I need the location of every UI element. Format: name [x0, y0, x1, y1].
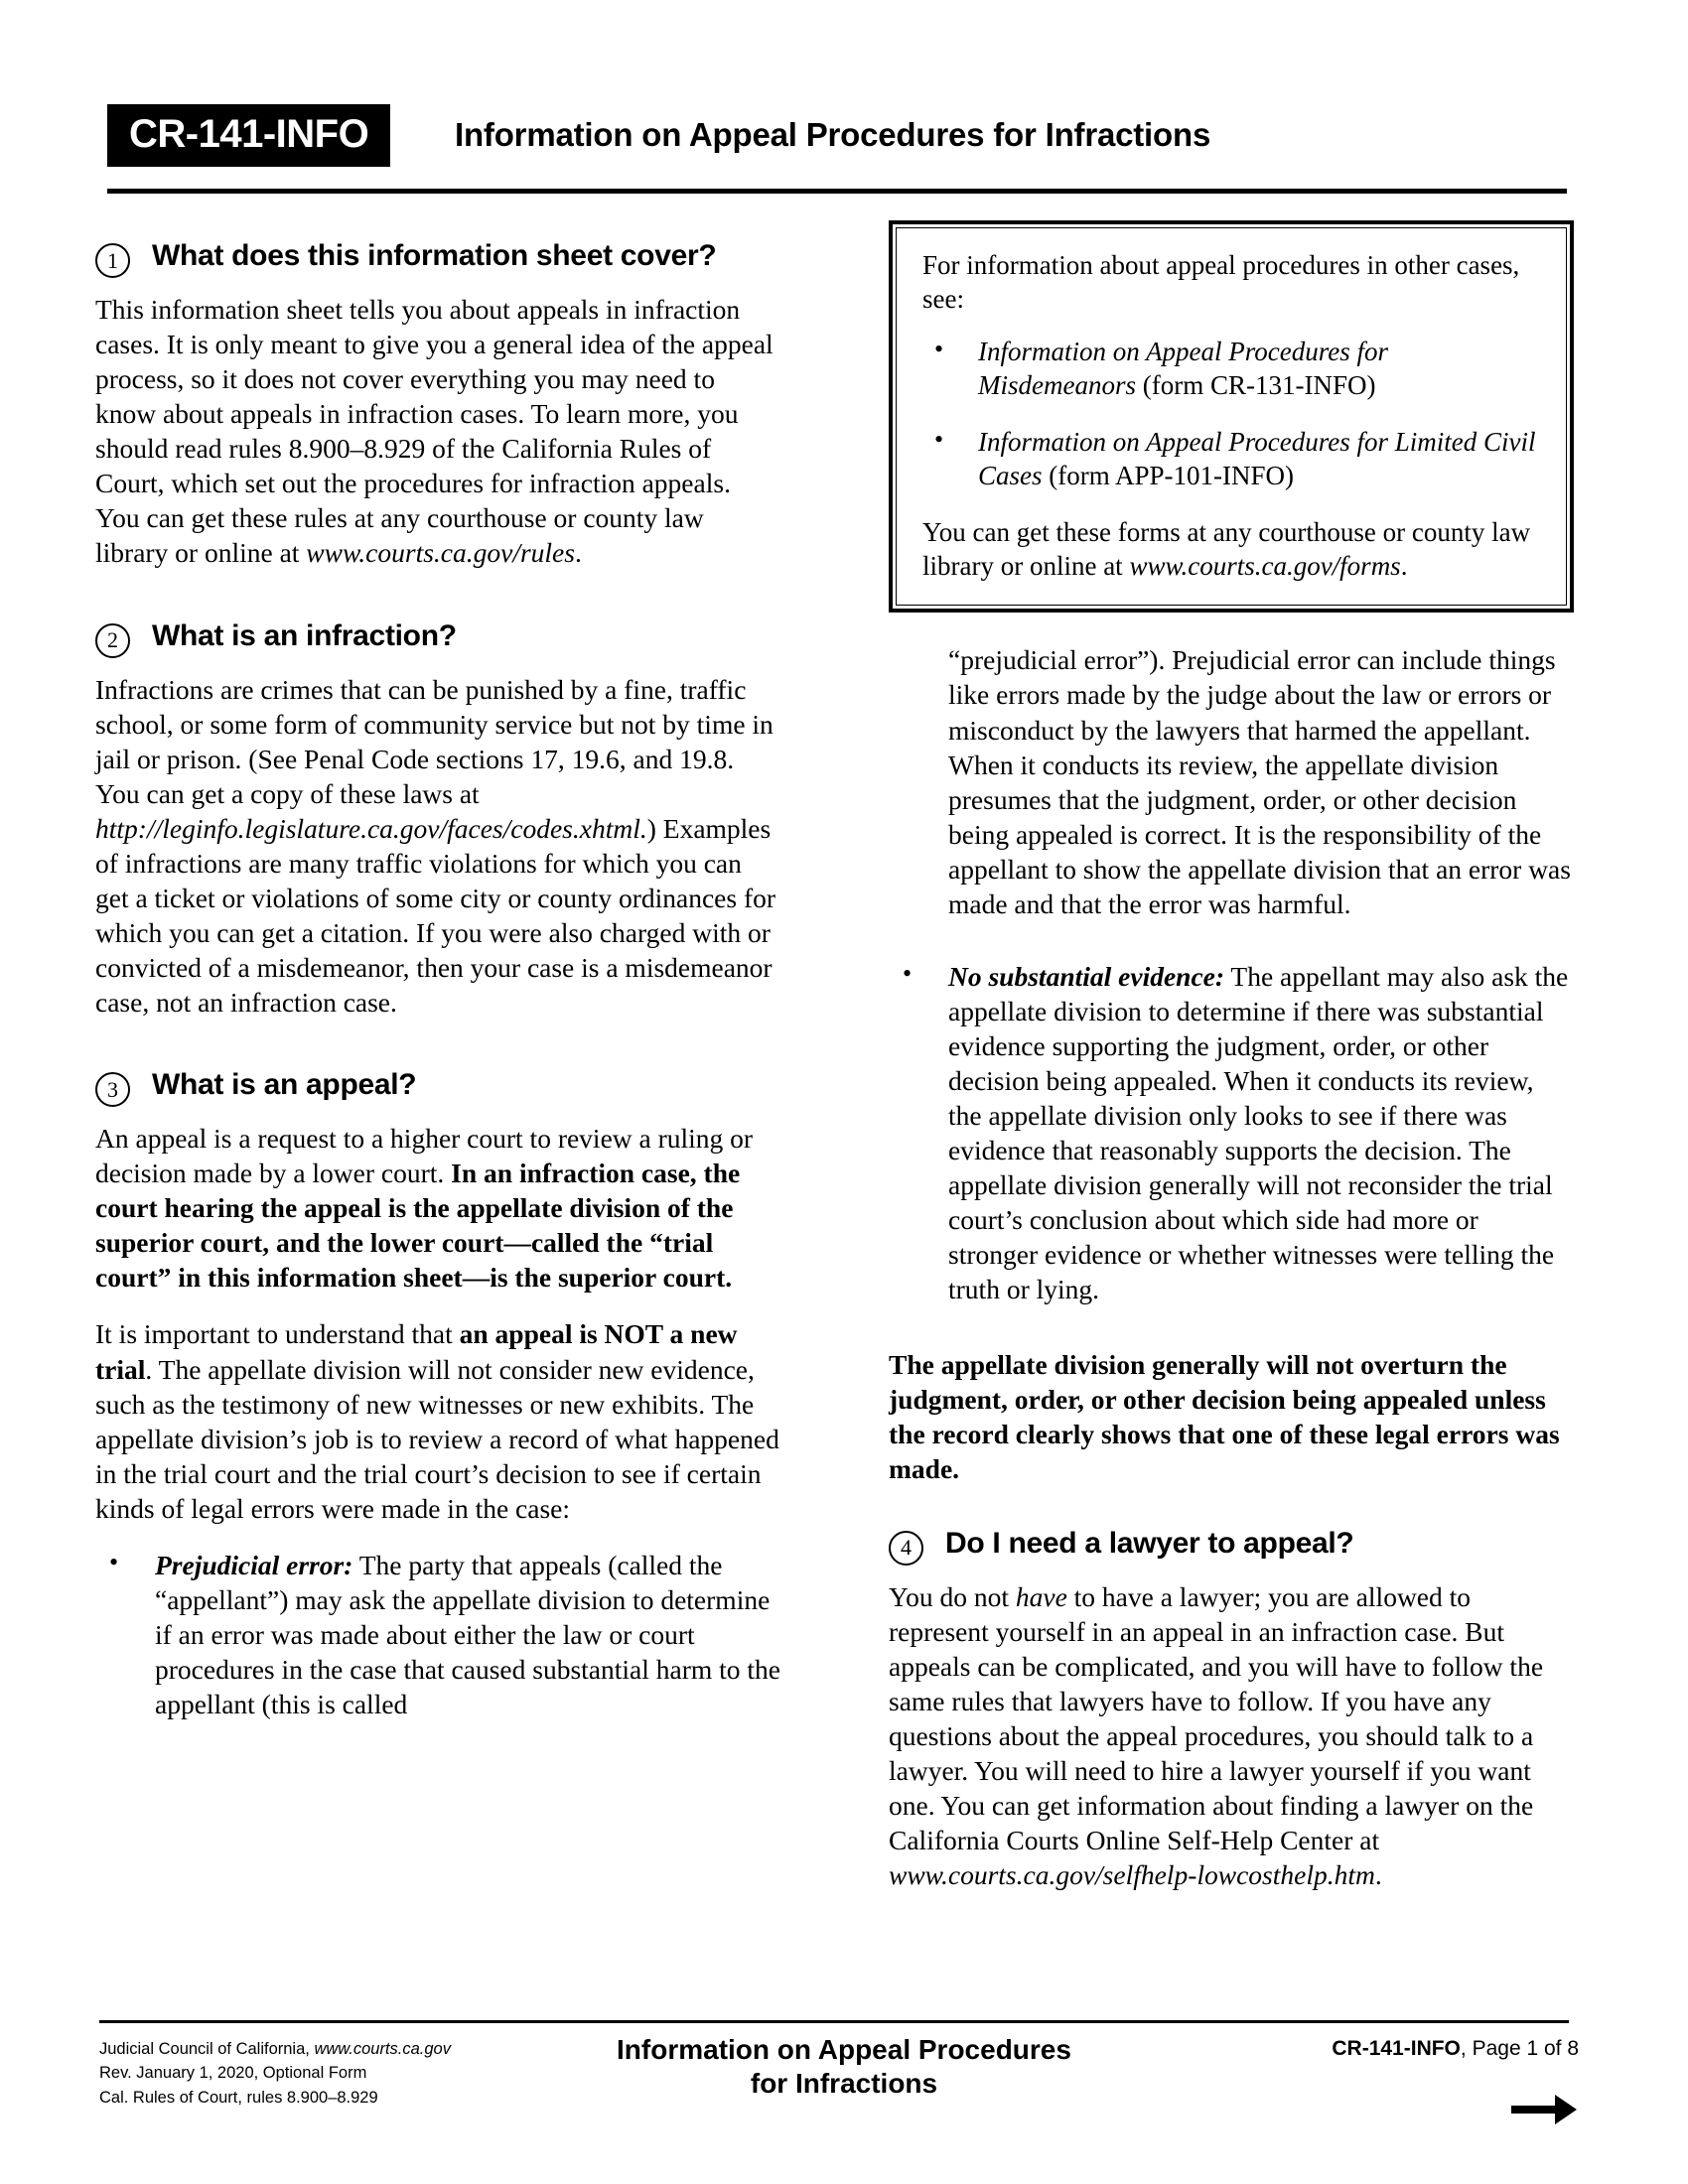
page-header	[107, 104, 1577, 174]
callout-intro-text: For information about appeal procedures in other cases, see:	[922, 250, 1520, 315]
prejudicial-error-continuation: “prejudicial error”). Prejudicial error can include things like errors made by the judge about the law or errors or misconduct by the lawyers that harmed the appellant. When it conducts its review, the appellate division presumes that the judgment, order, or other decision being appealed is correct. It is the responsibility of the appellant to show the appellate division that an error was made and that the error was harmful.	[948, 644, 1571, 919]
form-number-badge: CR-141-INFO	[107, 104, 390, 167]
list-item	[922, 335, 1540, 403]
section-1-period: .	[574, 537, 582, 569]
related-forms-list	[922, 335, 1540, 493]
section-1-paragraph	[95, 292, 780, 571]
left-column	[95, 238, 780, 1741]
section-1-heading	[95, 238, 780, 278]
section-2-paragraph	[95, 672, 780, 1021]
no-substantial-evidence-list	[889, 959, 1574, 1307]
not-new-trial-emphasis: an appeal is NOT a new trial	[95, 1318, 738, 1385]
lawyer-text-period: .	[1374, 1859, 1382, 1891]
header-divider	[107, 189, 1567, 194]
prejudicial-error-label: Prejudicial error:	[155, 1549, 353, 1580]
footer-council-text: Judicial Council of California,	[99, 2040, 315, 2058]
section-number-circle: 2	[95, 623, 130, 658]
footer-form-title	[526, 2033, 1162, 2101]
section-2-text-part1: Infractions are crimes that can be punished by a fine, traffic school, or some form of community service but not by time in jail or prison. (See Penal Code sections 17, 19.6, and 19.8. You can get a copy of these laws at	[95, 673, 774, 809]
footer-line-2: Rev. January 1, 2020, Optional Form	[99, 2064, 367, 2083]
section-3-title: What is an appeal?	[152, 1068, 417, 1102]
form-app-101-title: Information on Appeal Procedures for Limited Civil Cases	[978, 426, 1536, 491]
legal-errors-list	[95, 1548, 780, 1721]
list-item	[922, 425, 1540, 493]
section-3-heading	[95, 1067, 780, 1107]
section-number-circle: 4	[889, 1531, 923, 1566]
lawyer-text-part1: You do not	[889, 1580, 1016, 1612]
not-new-trial-rest: . The appellate division will not consider new evidence, such as the testimony of new witnesses or new exhibits. The appellate division’s job is to review a record of what happened in the trial court and the trial court’s decision to see if certain kinds of legal errors were made in the case:	[95, 1353, 779, 1524]
section-3-paragraph-2	[95, 1316, 780, 1525]
section-4-heading	[889, 1526, 1574, 1566]
no-substantial-evidence-text: The appellant may also ask the appellate division to determine if there was substantial evidence supporting the judgment, order, or other decision being appealed. When it conducts its review, the appellate division only looks to see if there was evidence that reasonably supports the decision. The appellate division generally will not reconsider the trial court’s conclusion about which side had more or stronger evidence or whether witnesses were telling the truth or lying.	[948, 960, 1569, 1305]
callout-outro-period: .	[1400, 550, 1408, 581]
section-1-text: This information sheet tells you about appeals in infraction cases. It is only meant to give you a general idea of the appeal process, so it does not cover everything you may need to know about appeals in infraction cases. To learn more, you should read rules 8.900–8.929 of the California Rules of Court, which set out the procedures for infraction appeals. You can get these rules at any courthouse or county law library or online at	[95, 294, 774, 569]
section-2-text-part2: ) Examples of infractions are many traffic violations for which you can get a ticket or violations of some city or county ordinances for which you can get a citation. If you were also charged with or convicted of a misdemeanor, then your case is a misdemeanor case, not an infraction case.	[95, 812, 776, 1019]
section-3-paragraph-1	[95, 1121, 780, 1295]
appeal-definition-text: An appeal is a request to a higher court to review a ruling or decision made by a lower court.	[95, 1123, 754, 1189]
footer-divider	[99, 2020, 1569, 2023]
section-2-heading	[95, 618, 780, 658]
not-new-trial-prefix: It is important to understand that	[95, 1318, 460, 1350]
prejudicial-error-text: The party that appeals (called the “appellant”) may ask the appellate division to determine if an error was made about either the law or court procedures in the case that caused substantial harm to the appellant (this is called	[155, 1549, 780, 1720]
callout-outro-text	[922, 515, 1540, 584]
section-2-title: What is an infraction?	[152, 618, 457, 652]
page-title: Information on Appeal Procedures for Infractions	[455, 116, 1211, 153]
forms-url: www.courts.ca.gov/forms	[1129, 550, 1401, 581]
legal-errors-list-continued	[889, 642, 1574, 921]
right-column	[889, 220, 1574, 1914]
section-number-circle: 1	[95, 243, 130, 278]
footer-courts-url: www.courts.ca.gov	[314, 2040, 451, 2058]
section-1-title: What does this information sheet cover?	[152, 239, 717, 272]
section-4-title: Do I need a lawyer to appeal?	[945, 1526, 1354, 1560]
lawyer-text-part2: to have a lawyer; you are allowed to represent yourself in an appeal in an infraction case. But appeals can be complicated, and you will have to follow the same rules that lawyers have to follow. If you have any questions about the appeal procedures, you should talk to a lawyer. You will need to hire a lawyer yourself if you want one. You can get information about finding a lawyer on the California Courts Online Self-Help Center at	[889, 1580, 1544, 1856]
related-forms-callout-box	[889, 220, 1574, 613]
lawyer-emphasis-have: have	[1015, 1580, 1067, 1612]
page-footer	[99, 2033, 1579, 2162]
footer-page-number: , Page 1 of 8	[1460, 2037, 1579, 2060]
callout-inner	[896, 227, 1567, 606]
list-item	[95, 1548, 780, 1721]
callout-outro-prefix: You can get these forms at any courthouse or county law library or online at	[922, 516, 1531, 581]
appeal-definition-emphasis: In an infraction case, the court hearing the appeal is the appellate division of the superior court, and the lower court—called the “trial court” in this information sheet—is the superior court.	[95, 1158, 741, 1294]
leginfo-url: http://leginfo.legislature.ca.gov/faces/codes.xhtml.	[95, 812, 647, 844]
footer-line-3: Cal. Rules of Court, rules 8.900–8.929	[99, 2088, 378, 2107]
rules-url: www.courts.ca.gov/rules	[306, 537, 575, 569]
form-app-101-number: (form APP-101-INFO)	[1042, 461, 1295, 491]
right-arrow-icon	[1511, 2093, 1577, 2126]
list-item	[889, 959, 1574, 1307]
footer-legal-info	[99, 2037, 451, 2110]
footer-line-1	[99, 2037, 451, 2061]
no-substantial-evidence-label: No substantial evidence:	[948, 960, 1225, 992]
footer-title-line-2: for Infractions	[750, 2068, 938, 2100]
list-item-continuation	[889, 642, 1574, 921]
footer-title-line-1: Information on Appeal Procedures	[617, 2034, 1071, 2065]
footer-page-info	[1332, 2037, 1579, 2061]
form-cr-131-title: Information on Appeal Procedures for Misdemeanors	[978, 336, 1388, 401]
section-number-circle: 3	[95, 1072, 130, 1107]
selfhelp-url: www.courts.ca.gov/selfhelp-lowcosthelp.htm	[889, 1859, 1375, 1891]
form-cr-131-number: (form CR-131-INFO)	[1135, 370, 1376, 401]
overturn-statement-text: The appellate division generally will not overturn the judgment, order, or other decision being appealed unless the record clearly shows that one of these legal errors was made.	[889, 1348, 1560, 1484]
footer-form-number: CR-141-INFO	[1332, 2037, 1461, 2060]
section-4-paragraph	[889, 1579, 1574, 1893]
overturn-statement	[889, 1347, 1574, 1486]
